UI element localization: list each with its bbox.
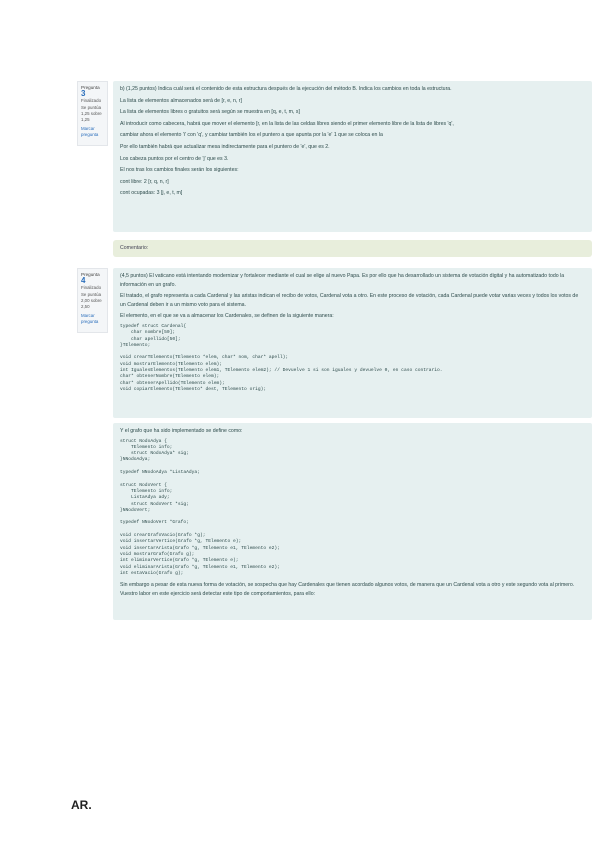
answer-line: Por ello también habrá que actualizar mesa indirectamente para el puntero de 'e', que es 2. xyxy=(120,143,330,150)
answer-line: cont ocupadas: 3 [j, e, t, m] xyxy=(120,190,183,197)
question-status: Finalizado xyxy=(81,98,102,104)
question-4-text-continued xyxy=(113,423,592,620)
question-label: Pregunta xyxy=(81,272,100,277)
question-number: 3 xyxy=(81,89,86,99)
question-info xyxy=(77,268,108,333)
question-paragraph: El tratado, el grafo representa a cada Cardenal y las aristas indican el recibo de votos, Cardenal vota a otro. En este proceso de votación, cada Cardenal puede votar varias veces y todos los votos de un Cardenal deben ir a un mismo voto para el sistema. xyxy=(120,293,579,308)
answer-line: Los cabeza puntos por el centro de 'j' que es 3. xyxy=(120,155,229,162)
question-intro: b) (1,25 puntos) Indica cuál será el contenido de esta estructura después de la ejecución del método B. Indica los cambios en toda la estructura. xyxy=(120,86,452,92)
answer-line: cambiar ahora el elemento 'i' con 'q', y cambiar también los el puntero a que apunta por la 'e' 1 que se coloca en la xyxy=(120,132,383,139)
answer-line: La lista de elementos almacenados será de [r, e, n, r] xyxy=(120,97,242,104)
question-paragraph: Sin embargo a pesar de esta nueva forma de votación, se sospecha que hay Cardenales que tienen acordado algunos votos, de manera que un Cardenal vota a otro y este segundo vota al primero. Vuestro labor en este ejercicio será detectar este tipo de comportamientos, para ello: xyxy=(120,582,575,597)
question-paragraph: El elemento, en el que se va a almacenar los Cardenales, se definen de la siguiente manera: xyxy=(120,313,334,320)
comment-box xyxy=(113,240,592,257)
answer-line: Al introducir como cabecera, habrá que mover el elemento [r, en la lista de las celdas libres siendo el primer elemento libre de la lista de libres 'q', xyxy=(120,120,454,127)
code-block-element: typedef struct Cardenal{ char nombre[50]; char apellido[50]; }TElemento; void crearTElemento(TElemento *elem, char* nom, char* apell); void mostrarElemento(TElemento elem); int IgualesElementos(TElemento elem1, TElemento elem2); // Devuelve 1 si son iguales y devuelve 0, en caso contrario. char* obtenerNombre(TElemento elem); char* obtenerApellido(TElemento elem); void copiarElemento(TElemento* dest, TElemento orig); xyxy=(120,323,443,392)
question-3-text xyxy=(113,81,592,232)
question-score: Se puntúa 2,00 sobre 2,50 xyxy=(81,291,102,310)
question-status: Finalizado xyxy=(81,285,102,291)
question-number: 4 xyxy=(81,276,86,286)
question-label: Pregunta xyxy=(81,85,100,90)
footer-mark: AR. xyxy=(71,798,92,812)
answer-line: cont libre: 2 [r, q, n, r] xyxy=(120,178,169,185)
question-score: Se puntúa 1,25 sobre 1,25 xyxy=(81,104,102,123)
question-info xyxy=(77,81,108,146)
code-block-graph: struct NodoAdya { TElemento info; struct NodoAdya* sig; }NNodoAdya; typedef NNodoAdya *ListaAdya; struct NodoVert { TElemento info; ListaAdya ady; struct NodoVert *sig; }NNodoVert; typedef NNodoVert *Grafo; void crearGrafoVacio(Grafo *g); void insertarVertice(Grafo *g, TElemento e); void insertarArista(Grafo *g, TElemento e1, TElemento e2); void mostrarGrafo(Grafo g); int eliminarVertice(Grafo *g, TElemento e); void eliminarArista(Grafo *g, TElemento e1, TElemento e2); int estaVacio(Grafo g); xyxy=(120,438,280,576)
question-paragraph: Y el grafo que ha sido implementado se define como: xyxy=(120,428,243,434)
question-4-text xyxy=(113,268,592,418)
comment-label: Comentario: xyxy=(120,245,149,251)
answer-line: La lista de elementos libres o gratuitos será según se muestra en [q, e, t, m, s] xyxy=(120,109,300,116)
flag-question-link[interactable]: Marcar pregunta xyxy=(81,313,99,325)
flag-question-link[interactable]: Marcar pregunta xyxy=(81,126,99,138)
question-intro: (4,5 puntos) El vaticano está intentando modernizar y fortalecer mediante el cual se elige al nuevo Papa. Es por ello que ha desarrollado un sistema de votación digital y ha automatizado todo la información en un grafo. xyxy=(120,273,565,288)
answer-line: El nos tras los cambios finales serán los siguientes: xyxy=(120,167,239,174)
